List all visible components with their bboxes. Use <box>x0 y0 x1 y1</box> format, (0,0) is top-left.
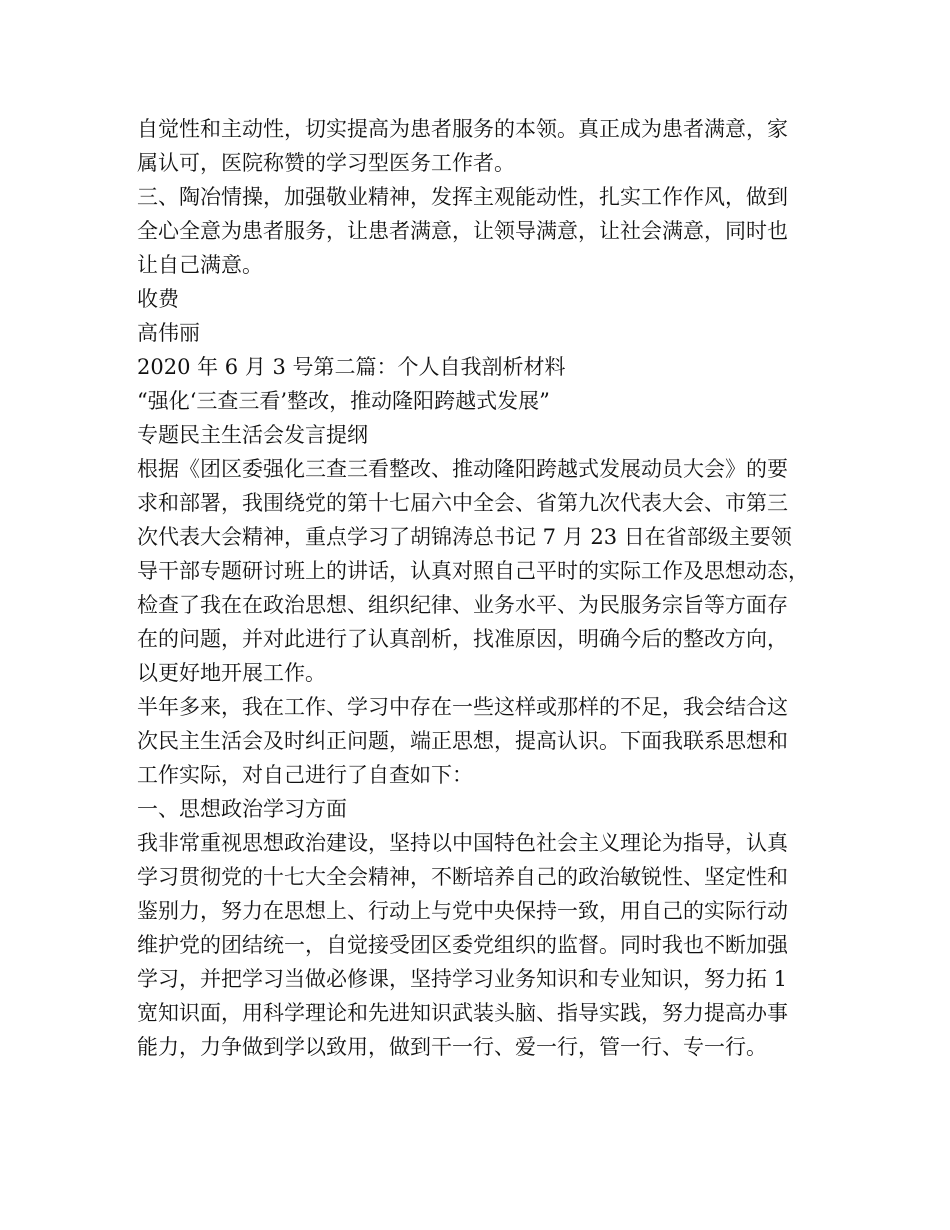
text-line: 在的问题，并对此进行了认真剖析，找准原因，明确今后的整改方向， <box>137 627 788 651</box>
text-line: 以更好地开展工作。 <box>137 661 326 685</box>
text-line: 检查了我在在政治思想、组织纪律、业务水平、为民服务宗旨等方面存 <box>137 593 788 617</box>
text-line: 全心全意为患者服务，让患者满意，让领导满意，让社会满意，同时也 <box>137 219 788 243</box>
text-line: 学习贯彻党的十七大全会精神，不断培养自己的政治敏锐性、坚定性和 <box>137 865 788 889</box>
text-line: 维护党的团结统一，自觉接受团区委党组织的监督。同时我也不断加强 <box>137 933 788 957</box>
text-line: 半年多来，我在工作、学习中存在一些这样或那样的不足，我会结合这 <box>137 695 788 719</box>
text-line: 导干部专题研讨班上的讲话，认真对照自己平时的实际工作及思想动态， <box>137 559 809 583</box>
document-body <box>137 112 837 1064</box>
text-line: 宽知识面，用科学理论和先进知识武装头脑、指导实践，努力提高办事 <box>137 1001 788 1025</box>
text-line: 次代表大会精神，重点学习了胡锦涛总书记 7 月 23 日在省部级主要领 <box>137 525 792 549</box>
text-line: 鉴别力，努力在思想上、行动上与党中央保持一致，用自己的实际行动 <box>137 899 788 923</box>
text-line: 让自己满意。 <box>137 253 263 277</box>
text-line: 次民主生活会及时纠正问题，端正思想，提高认识。下面我联系思想和 <box>137 729 788 753</box>
department-label: 收费 <box>137 287 179 311</box>
text-line: 自觉性和主动性，切实提高为患者服务的本领。真正成为患者满意，家 <box>137 117 788 141</box>
text-line: 学习，并把学习当做必修课，坚持学习业务知识和专业知识，努力拓 1 <box>137 967 788 991</box>
document-title: “强化‘三查三看’整改，推动隆阳跨越式发展” <box>137 389 550 413</box>
text-line: 三、陶冶情操，加强敬业精神，发挥主观能动性，扎实工作作风，做到 <box>137 185 788 209</box>
text-line: 工作实际，对自己进行了自查如下： <box>137 763 473 787</box>
document-subtitle: 专题民主生活会发言提纲 <box>137 423 368 447</box>
date-and-section-title: 2020 年 6 月 3 号第二篇：个人自我剖析材料 <box>137 355 566 379</box>
text-line: 根据《团区委强化三查三看整改、推动隆阳跨越式发展动员大会》的要 <box>137 457 788 481</box>
text-line: 我非常重视思想政治建设，坚持以中国特色社会主义理论为指导，认真 <box>137 831 788 855</box>
author-name: 高伟丽 <box>137 321 200 345</box>
text-line: 能力，力争做到学以致用，做到干一行、爱一行，管一行、专一行。 <box>137 1035 767 1059</box>
text-line: 求和部署，我围绕党的第十七届六中全会、省第九次代表大会、市第三 <box>137 491 788 515</box>
text-line: 属认可，医院称赞的学习型医务工作者。 <box>137 151 515 175</box>
section-heading: 一、思想政治学习方面 <box>137 797 347 821</box>
